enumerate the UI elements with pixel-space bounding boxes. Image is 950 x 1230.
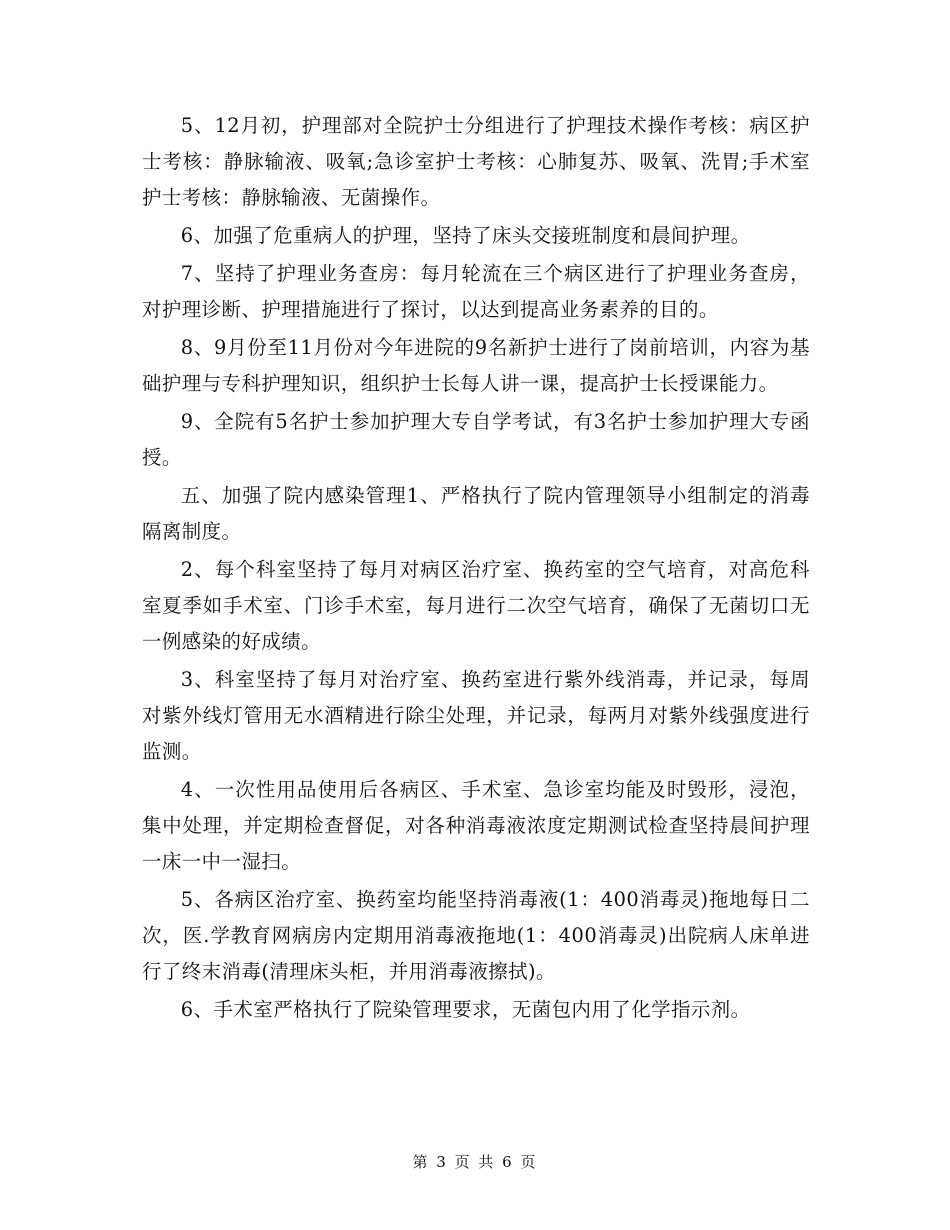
document-body [142, 108, 810, 1030]
paragraph: 4、一次性用品使用后各病区、手术室、急诊室均能及时毁形，浸泡，集中处理，并定期检查督促，对各种消毒液浓度定期测试检查坚持晨间护理一床一中一湿扫。 [142, 778, 810, 873]
paragraph: 5、12月初，护理部对全院护士分组进行了护理技术操作考核：病区护士考核：静脉输液、吸氧;急诊室护士考核：心肺复苏、吸氧、洗胃;手术室护士考核：静脉输液、无菌操作。 [142, 114, 810, 209]
paragraph: 6、手术室严格执行了院染管理要求，无菌包内用了化学指示剂。 [180, 998, 751, 1021]
paragraph: 8、9月份至11月份对今年进院的9名新护士进行了岗前培训，内容为基础护理与专科护理知识，组织护士长每人讲一课，提高护士长授课能力。 [142, 336, 810, 395]
paragraph: 2、每个科室坚持了每月对病区治疗室、换药室的空气培育，对高危科室夏季如手术室、门诊手术室，每月进行二次空气培育，确保了无菌切口无一例感染的好成绩。 [142, 558, 810, 653]
paragraph: 五、加强了院内感染管理1、严格执行了院内管理领导小组制定的消毒隔离制度。 [142, 484, 810, 543]
page-footer: 第 3 页 共 6 页 [412, 1153, 538, 1171]
paragraph: 7、坚持了护理业务查房：每月轮流在三个病区进行了护理业务查房，对护理诊断、护理措施进行了探讨，以达到提高业务素养的目的。 [142, 262, 810, 321]
paragraph: 5、各病区治疗室、换药室均能坚持消毒液(1：400消毒灵)拖地每日二次，医.学教育网病房内定期用消毒液拖地(1：400消毒灵)出院病人床单进行了终末消毒(清理床头柜，并用消毒液擦拭)。 [142, 888, 810, 983]
paragraph: 9、全院有5名护士参加护理大专自学考试，有3名护士参加护理大专函授。 [142, 410, 810, 469]
paragraph: 3、科室坚持了每月对治疗室、换药室进行紫外线消毒，并记录，每周对紫外线灯管用无水酒精进行除尘处理，并记录，每两月对紫外线强度进行监测。 [142, 668, 810, 763]
paragraph: 6、加强了危重病人的护理，坚持了床头交接班制度和晨间护理。 [180, 224, 751, 247]
